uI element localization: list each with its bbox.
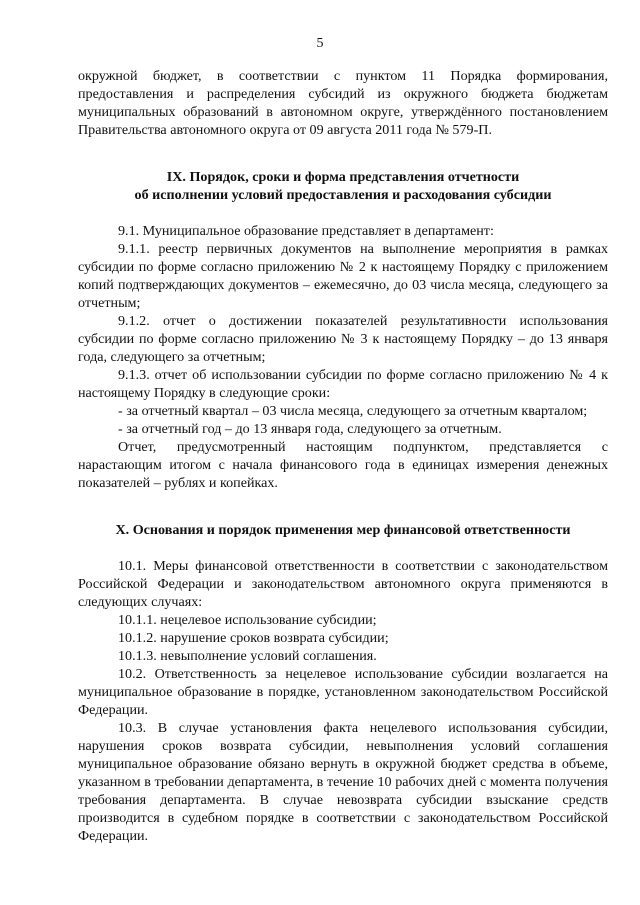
page-number: 5 bbox=[316, 36, 324, 51]
paragraph-9-1-2: 9.1.2. отчет о достижении показателей результативности использования субсидии по форме согласно приложению № 3 к настоящему Порядку – до 13 января года, следующего за отчетным; bbox=[78, 313, 608, 365]
paragraph-10-1: 10.1. Меры финансовой ответственности в соответствии с законодательством Российской Федерации и законодательством автономного округа применяются в следующих случаях: bbox=[78, 558, 608, 610]
paragraph-9-1: 9.1. Муниципальное образование представляет в департамент: bbox=[118, 223, 494, 239]
paragraph-report-note: Отчет, предусмотренный настоящим подпунктом, представляется с нарастающим итогом с начала финансового года в единицах измерения денежных показателей – рублях и копейках. bbox=[78, 439, 608, 491]
section-10-title: X. Основания и порядок применения мер финансовой ответственности bbox=[115, 522, 571, 538]
paragraph-10-1-1: 10.1.1. нецелевое использование субсидии; bbox=[118, 612, 377, 628]
section-9-title-line-2: об исполнении условий предоставления и расходования субсидии bbox=[134, 187, 552, 203]
section-9-title-line-1: IX. Порядок, сроки и форма представления отчетности bbox=[166, 169, 520, 185]
paragraph-10-1-2: 10.1.2. нарушение сроков возврата субсидии; bbox=[118, 630, 389, 646]
document-body bbox=[78, 67, 608, 845]
paragraph-10-1-3: 10.1.3. невыполнение условий соглашения. bbox=[118, 648, 377, 664]
paragraph-10-3: 10.3. В случае установления факта нецелевого использования субсидии, нарушения сроков возврата субсидии, невыполнения условий соглашения муниципальное образование обязано вернуть в окружной бюджет средства в объеме, указанном в требовании департамента, в течение 10 рабочих дней с момента получения требования департамента. В случае невозврата субсидии взыскание средств производится в судебном порядке в соответствии с законодательством Российской Федерации. bbox=[78, 720, 608, 844]
section-9-title bbox=[78, 168, 608, 204]
paragraph-quarter-term: - за отчетный квартал – 03 числа месяца, следующего за отчетным кварталом; bbox=[118, 403, 588, 419]
paragraph-9-1-3: 9.1.3. отчет об использовании субсидии по форме согласно приложению № 4 к настоящему Порядку в следующие сроки: bbox=[78, 367, 608, 401]
paragraph-year-term: - за отчетный год – до 13 января года, следующего за отчетным. bbox=[118, 421, 502, 437]
intro-paragraph: окружной бюджет, в соответствии с пунктом 11 Порядка формирования, предоставления и распределения субсидий из окружного бюджета бюджетам муниципальных образований в автономном округе, утверждённого постановлением Правительства автономного округа от 09 августа 2011 года № 579-П. bbox=[78, 68, 608, 138]
paragraph-10-2: 10.2. Ответственность за нецелевое использование субсидии возлагается на муниципальное образование в порядке, установленном законодательством Российской Федерации. bbox=[78, 666, 608, 718]
paragraph-9-1-1: 9.1.1. реестр первичных документов на выполнение мероприятия в рамках субсидии по форме согласно приложению № 2 к настоящему Порядку с приложением копий подтверждающих документов – ежемесячно, до 03 числа месяца, следующего за отчетным; bbox=[78, 241, 608, 311]
